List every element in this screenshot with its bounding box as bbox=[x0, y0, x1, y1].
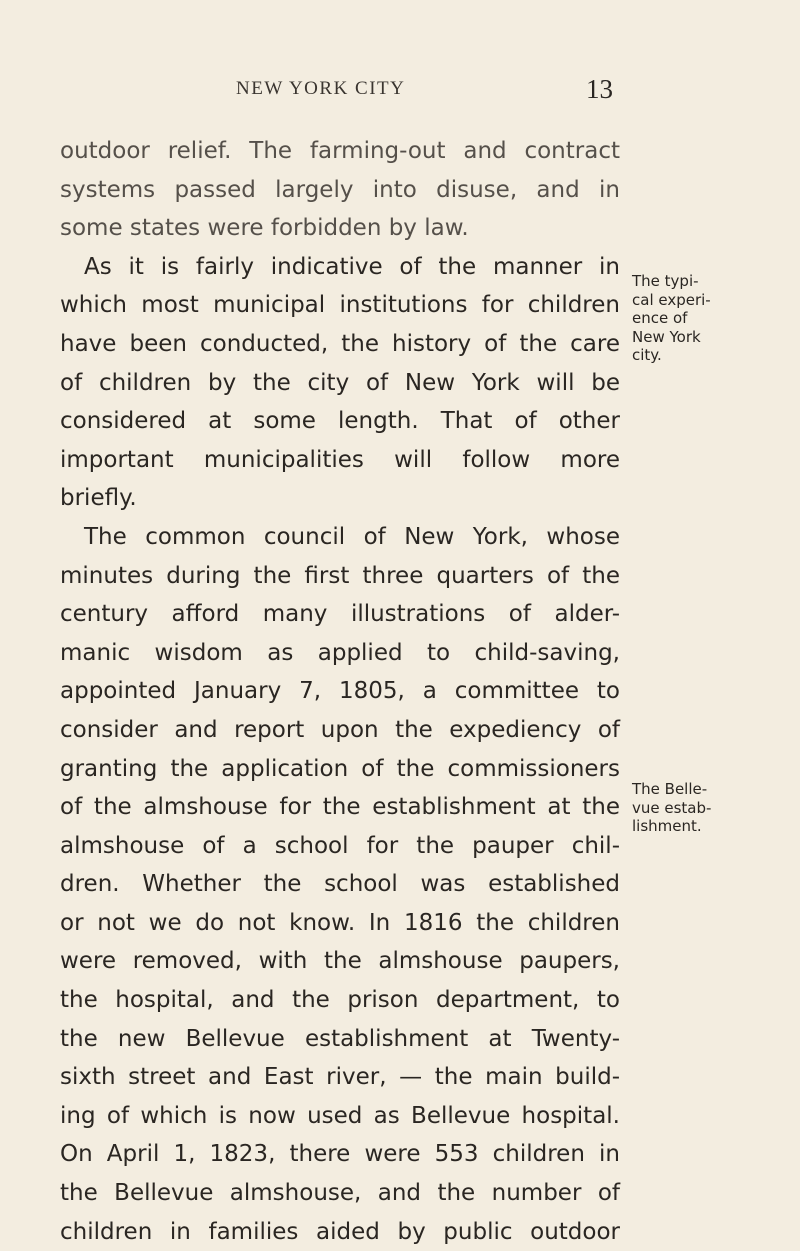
text-line: outdoor relief. The farming-out and contract bbox=[60, 138, 620, 164]
text-line: briefly. bbox=[60, 485, 137, 512]
marginal-note-line: vue estab- bbox=[632, 798, 712, 817]
marginal-note-bellevue bbox=[632, 780, 792, 836]
text-line: the hospital, and the prison department, to bbox=[60, 987, 620, 1014]
text-line: minutes during the first three quarters of the bbox=[60, 562, 620, 589]
marginal-note-line: The Belle- bbox=[632, 780, 708, 798]
text-line: children in families aided by public outdoor bbox=[60, 1218, 620, 1245]
marginal-note-line: ence of bbox=[632, 309, 688, 328]
text-line: dren. Whether the school was established bbox=[60, 871, 620, 898]
text-line: century afford many illustrations of alder- bbox=[60, 601, 620, 628]
marginal-note-typical-experience bbox=[632, 272, 792, 365]
body-text bbox=[60, 132, 620, 1251]
text-line: ing of which is now used as Bellevue hospital. bbox=[60, 1102, 620, 1129]
text-line: As it is fairly indicative of the manner in bbox=[84, 253, 620, 280]
text-line: the Bellevue almshouse, and the number of bbox=[60, 1180, 620, 1207]
text-line: manic wisdom as applied to child-saving, bbox=[60, 639, 620, 666]
marginal-note-line: lishment. bbox=[632, 817, 702, 836]
running-title: NEW YORK CITY bbox=[236, 78, 406, 99]
page-number: 13 bbox=[586, 74, 613, 104]
marginal-note-line: cal experi- bbox=[632, 290, 711, 309]
text-line: of children by the city of New York will be bbox=[60, 369, 620, 396]
text-line: almshouse of a school for the pauper chil- bbox=[60, 832, 620, 859]
text-line: systems passed largely into disuse, and in bbox=[60, 176, 620, 203]
text-line: granting the application of the commissioners bbox=[60, 755, 620, 782]
text-line: sixth street and East river, — the main build- bbox=[60, 1064, 620, 1091]
marginal-note-line: city. bbox=[632, 346, 662, 365]
text-line: consider and report upon the expediency of bbox=[60, 716, 620, 743]
text-line: have been conducted, the history of the care bbox=[60, 330, 620, 357]
text-line: were removed, with the almshouse paupers, bbox=[60, 948, 620, 975]
text-line: The common council of New York, whose bbox=[84, 523, 620, 550]
marginal-note-line: The typi- bbox=[632, 272, 699, 290]
text-line: of the almshouse for the establishment at the bbox=[60, 794, 620, 821]
text-line: some states were forbidden by law. bbox=[60, 215, 469, 242]
text-line: On April 1, 1823, there were 553 children in bbox=[60, 1141, 620, 1168]
text-line: considered at some length. That of other bbox=[60, 408, 620, 435]
running-head bbox=[0, 74, 800, 114]
text-line: which most municipal institutions for children bbox=[60, 292, 620, 319]
text-line: the new Bellevue establishment at Twenty- bbox=[60, 1025, 620, 1052]
text-line: or not we do not know. In 1816 the children bbox=[60, 909, 620, 936]
marginal-note-line: New York bbox=[632, 327, 701, 346]
text-line: important municipalities will follow more bbox=[60, 446, 620, 473]
text-line: appointed January 7, 1805, a committee to bbox=[60, 678, 620, 705]
